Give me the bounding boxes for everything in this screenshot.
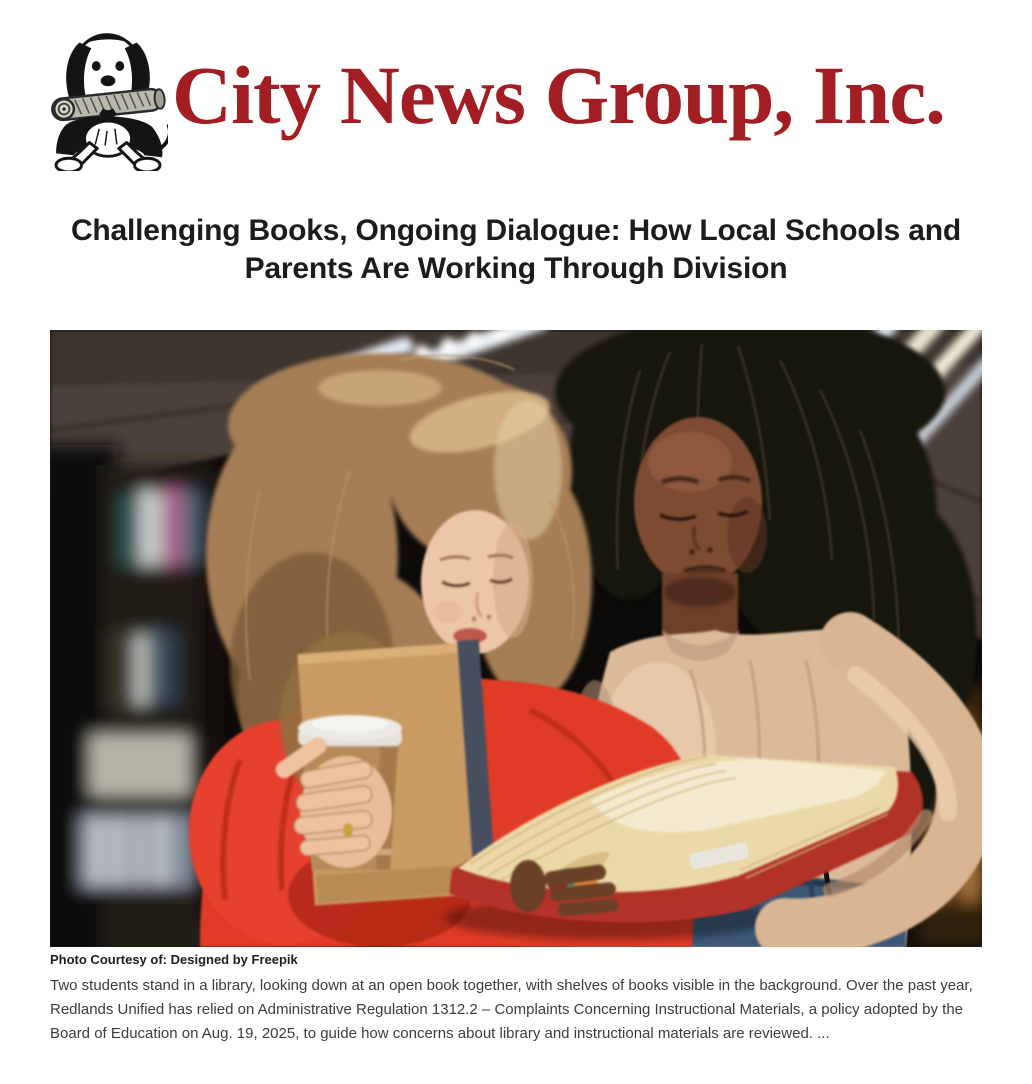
page-container (50, 0, 982, 1046)
article-body-text: Two students stand in a library, looking down at an open book together, with shelves of books visible in the background. Over the past year, Redlands Unified has relied on Administrative Regulation 1312.2 – Complaints Concerning Instructional Materials, a policy adopted by the Board of Education on Aug. 19, 2025, to guide how concerns about library and instructional materials are reviewed. ... (50, 977, 973, 1042)
article-headline: Challenging Books, Ongoing Dialogue: How Local Schools and Parents Are Working Through Division (70, 214, 962, 285)
article-photo (50, 330, 982, 947)
photo-caption: Photo Courtesy of: Designed by Freepik (50, 952, 298, 967)
dog-with-newspaper-icon (50, 19, 168, 171)
company-name: City News Group, Inc. (172, 48, 945, 141)
masthead[interactable] (50, 0, 982, 174)
